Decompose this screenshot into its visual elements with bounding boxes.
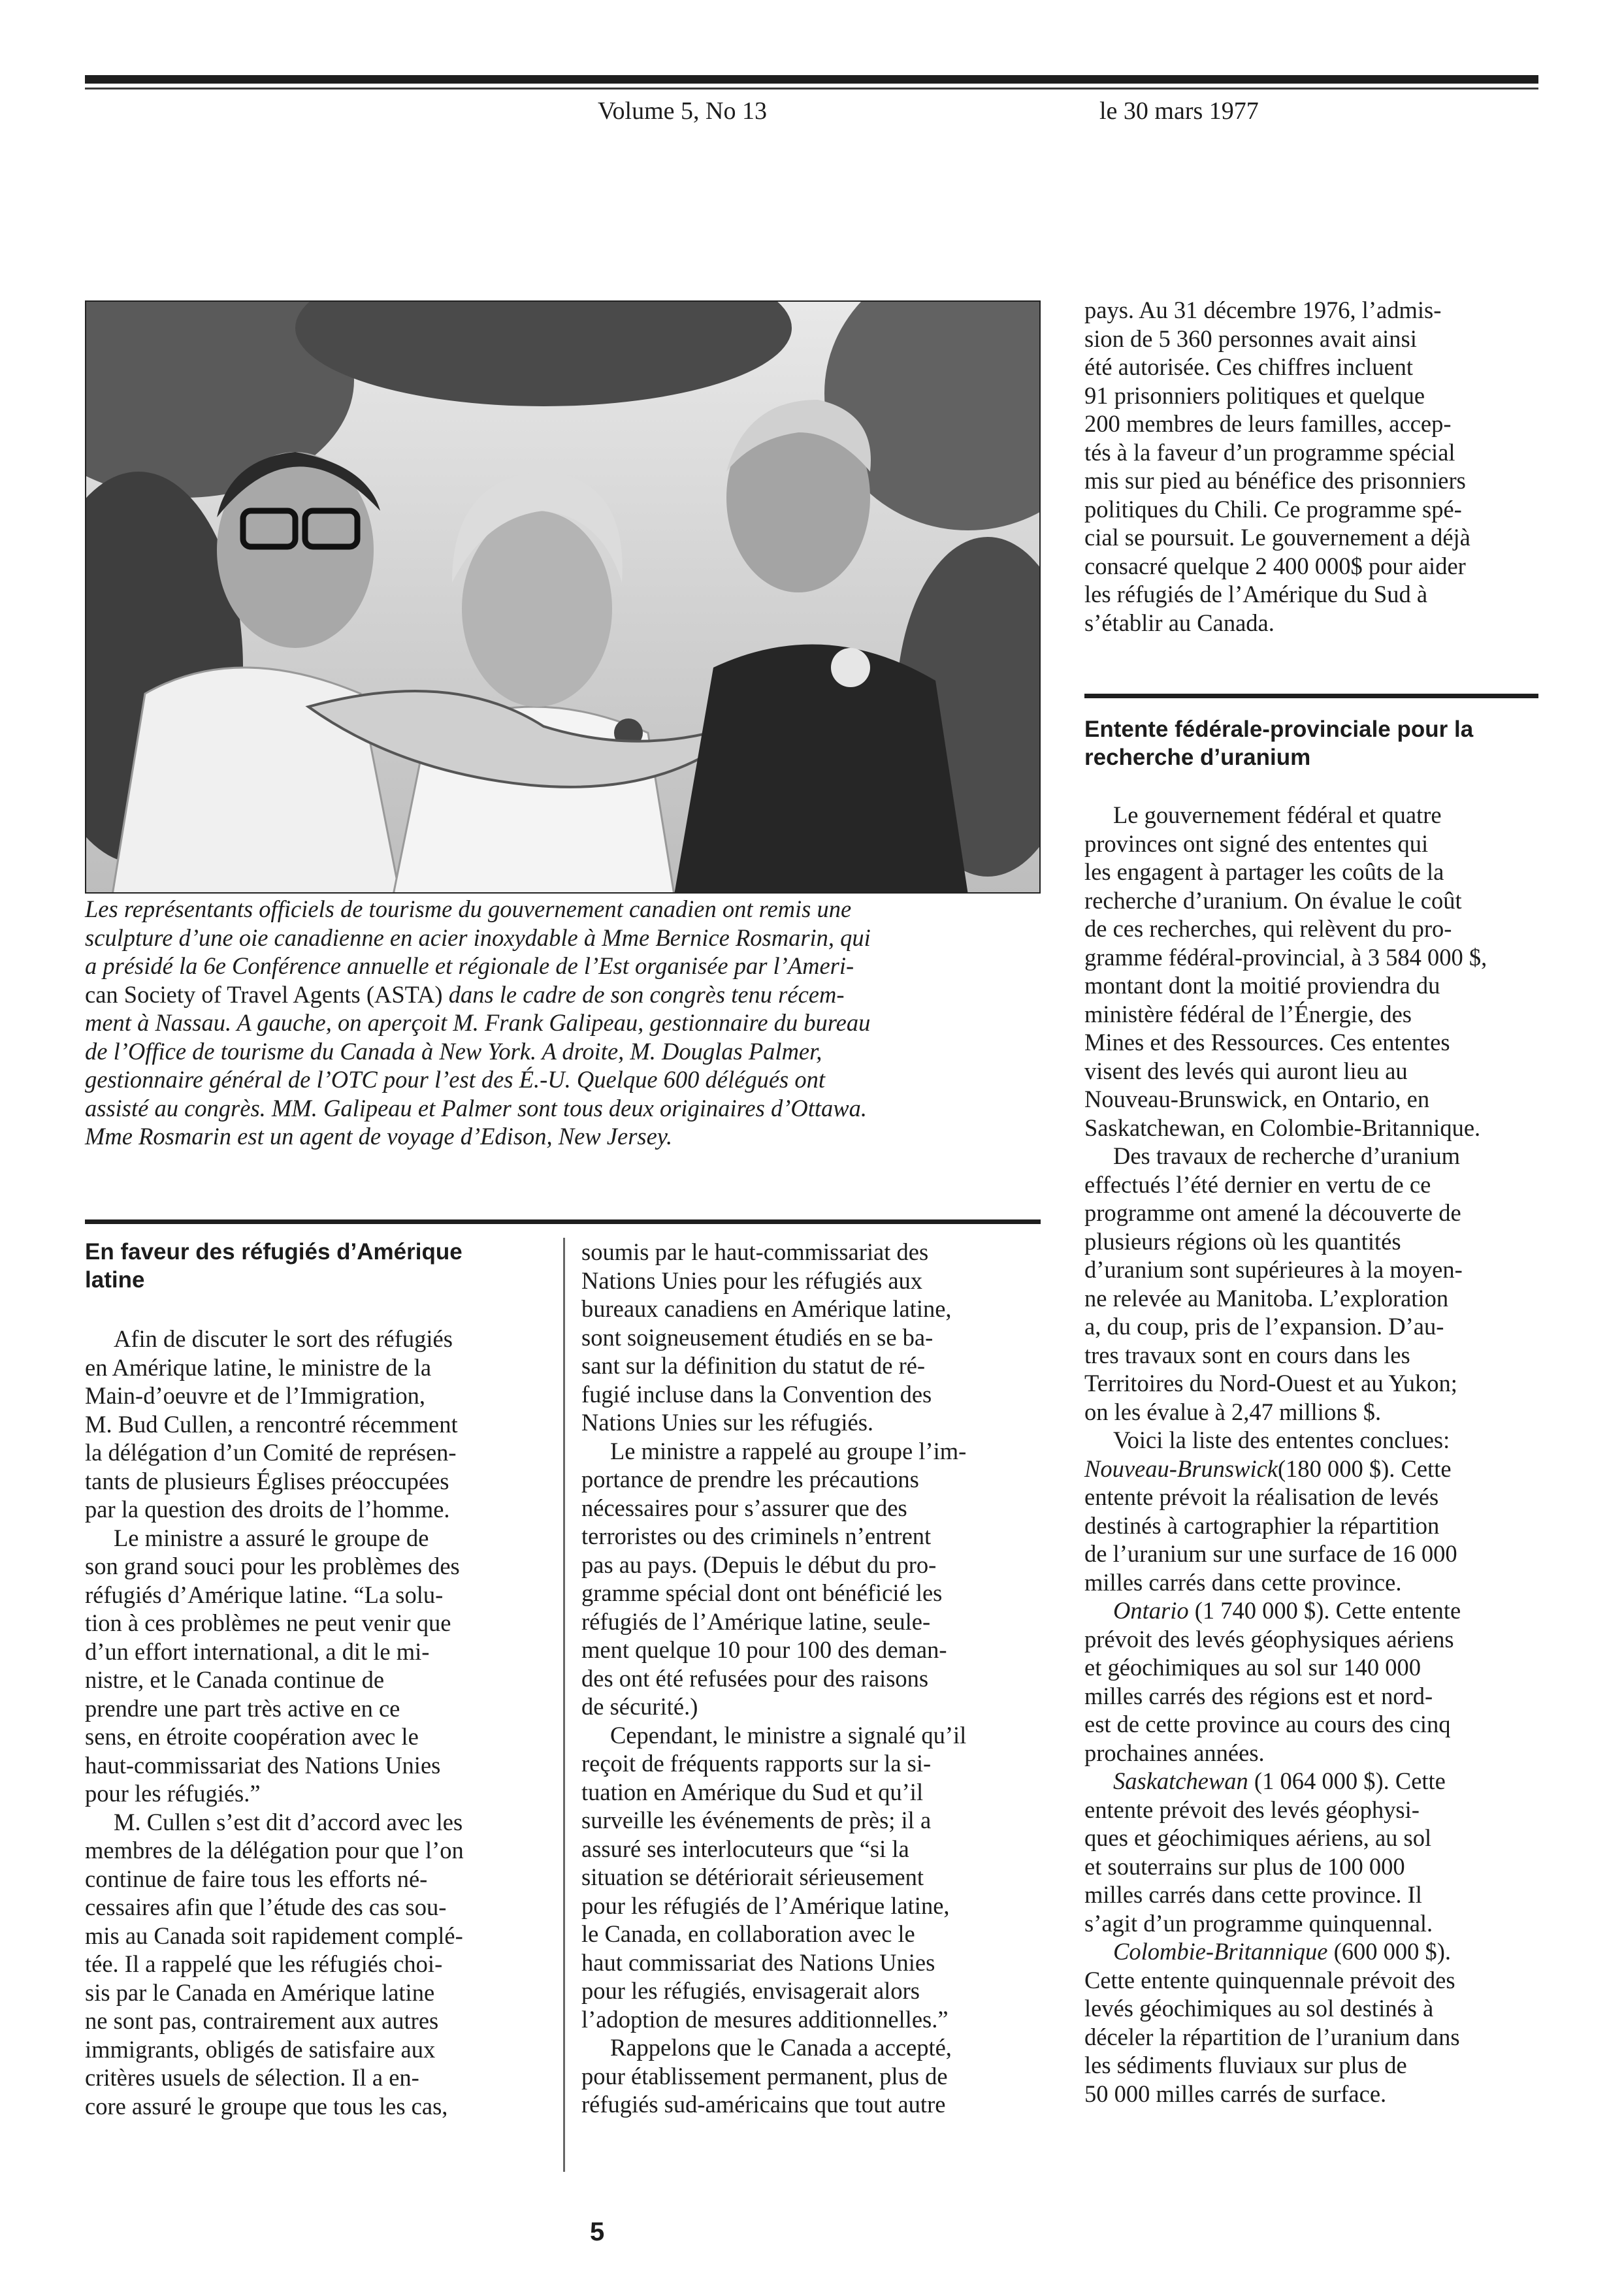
text-line: nistre, et le Canada continue de (85, 1666, 385, 1693)
text-line: ministère fédéral de l’Énergie, des (1084, 1000, 1412, 1027)
photo-image (86, 302, 1041, 894)
text-line: pour les réfugiés.” (85, 1780, 261, 1807)
column-divider (563, 1238, 565, 2172)
caption-line: Mme Rosmarin est un agent de voyage d’Edison, New Jersey. (85, 1123, 673, 1150)
text-line: Nouveau-Brunswick, en Ontario, en (1084, 1086, 1430, 1112)
text-line: on les évalue à 2,47 millions $. (1084, 1398, 1382, 1425)
text-line: immigrants, obligés de satisfaire aux (85, 2035, 436, 2063)
text-line: consacré quelque 2 400 000$ pour aider (1084, 552, 1466, 579)
text-line: pour établissement permanent, plus de (581, 2062, 948, 2090)
text-line: destinés à cartographier la répartition (1084, 1511, 1440, 1539)
text-line: cessaires afin que l’étude des cas sou- (85, 1894, 447, 1920)
text-line: Rappelons que le Canada a accepté, (610, 2034, 952, 2061)
text-line: sens, en étroite coopération avec le (85, 1723, 419, 1750)
paragraph (1084, 1142, 1545, 1426)
masthead-rule (85, 75, 1538, 84)
text-line: fugié incluse dans la Convention des (581, 1380, 932, 1408)
text-line: Cependant, le ministre a signalé qu’il (610, 1721, 967, 1749)
photo-tourism-officials (85, 300, 1041, 894)
text-line: effectués l’été dernier en vertu de ce (1084, 1170, 1431, 1198)
text-line: ne relevée au Manitoba. L’exploration (1084, 1284, 1449, 1312)
text-line: levés géochimiques au sol destinés à (1084, 1995, 1434, 2022)
paragraph (581, 1721, 1045, 2034)
text-line: a, du coup, pris de l’expansion. D’au- (1084, 1313, 1444, 1340)
text-line: tuation en Amérique du Sud et qu’il (581, 1778, 924, 1805)
text-line: continue de faire tous les efforts né- (85, 1865, 428, 1892)
text-line: 200 membres de leurs familles, accep- (1084, 410, 1452, 437)
paragraph (581, 1437, 1045, 1721)
text-line: gramme fédéral-provincial, à 3 584 000 $, (1084, 943, 1487, 971)
article-refugees-col1 (85, 1325, 542, 2120)
text-line: pays. Au 31 décembre 1976, l’admis- (1084, 297, 1442, 323)
text-line: sis par le Canada en Amérique latine (85, 1978, 435, 2006)
province-name: Saskatchewan (1113, 1767, 1248, 1794)
paragraph (1084, 1596, 1545, 1767)
text-line: prévoit des levés géophysiques aériens (1084, 1625, 1454, 1653)
text-line: entente prévoit des levés géophysi- (1084, 1796, 1420, 1823)
text-line: Le gouvernement fédéral et quatre (1113, 801, 1442, 828)
text-line: Mines et des Ressources. Ces ententes (1084, 1029, 1450, 1056)
text-line: les réfugiés de l’Amérique du Sud à (1084, 581, 1428, 607)
text-line: sion de 5 360 personnes avait ainsi (1084, 325, 1417, 352)
paragraph (1084, 1426, 1545, 1596)
text-line: gramme spécial dont ont bénéficié les (581, 1579, 943, 1606)
text-line: les engagent à partager les coûts de la (1084, 858, 1444, 885)
text-line: pour les réfugiés, envisagerait alors (581, 1977, 920, 2004)
text-line: recherche d’uranium. On évalue le coût (1084, 886, 1462, 914)
text-line: l’adoption de mesures additionnelles.” (581, 2005, 949, 2033)
text-line: déceler la répartition de l’uranium dans (1084, 2023, 1460, 2050)
text-line: tion à ces problèmes ne peut venir que (85, 1609, 451, 1636)
text-line: de sécurité.) (581, 1693, 698, 1720)
text-line: s’agit d’un programme quinquennal. (1084, 1909, 1433, 1937)
text-line: membres de la délégation pour que l’on (85, 1837, 464, 1864)
text-line: de ces recherches, qui relèvent du pro- (1084, 915, 1452, 942)
caption-line: sculpture d’une oie canadienne en acier inoxydable à Mme Bernice Rosmarin, qui (85, 924, 871, 951)
article-rule (85, 1219, 1041, 1224)
text-line: pas au pays. (Depuis le début du pro- (581, 1551, 937, 1578)
text-line: milles carrés dans cette province. (1084, 1568, 1402, 1596)
text-line: s’établir au Canada. (1084, 609, 1275, 636)
text-line: Territoires du Nord-Ouest et au Yukon; (1084, 1370, 1457, 1396)
text-line: reçoit de fréquents rapports sur la si- (581, 1750, 932, 1777)
article-title-refugees (85, 1238, 555, 1294)
text-line: tres travaux sont en cours dans les (1084, 1341, 1410, 1368)
article-uranium-body (1084, 801, 1545, 2108)
text-line: politiques du Chili. Ce programme spé- (1084, 495, 1462, 523)
text-line: réfugiés d’Amérique latine. “La solu- (85, 1581, 444, 1608)
text-line: en Amérique latine, le ministre de la (85, 1353, 432, 1381)
text-line: mis sur pied au bénéfice des prisonniers (1084, 467, 1466, 494)
title-line: latine (85, 1267, 145, 1293)
text-line: critères usuels de sélection. Il a en- (85, 2064, 419, 2091)
text-line: Voici la liste des ententes conclues: (1113, 1427, 1450, 1453)
text-line: M. Bud Cullen, a rencontré récemment (85, 1410, 458, 1438)
text-line: d’un effort international, a dit le mi- (85, 1638, 430, 1665)
text-line: Le ministre a assuré le groupe de (114, 1524, 429, 1551)
text-line: cial se poursuit. Le gouvernement a déjà (1084, 524, 1470, 551)
text-line: sont soigneusement étudiés en se ba- (581, 1323, 934, 1351)
text-line: milles carrés des régions est et nord- (1084, 1682, 1433, 1709)
text-line: par la question des droits de l’homme. (85, 1496, 450, 1523)
paragraph (1084, 1937, 1545, 2108)
text-line: les sédiments fluviaux sur plus de (1084, 2052, 1407, 2078)
text-line: est de cette province au cours des cinq (1084, 1711, 1451, 1737)
paragraph (1084, 1767, 1545, 1937)
text-line: de l’uranium sur une surface de 16 000 (1084, 1540, 1457, 1567)
text-line: ment quelque 10 pour 100 des deman- (581, 1636, 947, 1663)
province-amount: (600 000 $). (1333, 1938, 1452, 1965)
text-line: 91 prisonniers politiques et quelque (1084, 381, 1425, 409)
text-line: mis au Canada soit rapidement complé- (85, 1922, 463, 1949)
caption-line: Les représentants officiels de tourisme du gouvernement canadien ont remis une (85, 896, 852, 922)
article-refugees-col2 (581, 1238, 1045, 2119)
text-line: ques et géochimiques aériens, au sol (1084, 1824, 1432, 1851)
text-line: montant dont la moitié proviendra du (1084, 972, 1440, 999)
text-line: Saskatchewan, en Colombie-Britannique. (1084, 1114, 1481, 1141)
title-line: Entente fédérale-provinciale pour la (1084, 717, 1474, 742)
issue-date: le 30 mars 1977 (1099, 97, 1259, 125)
text-line: visent des levés qui auront lieu au (1084, 1057, 1408, 1084)
text-line: son grand souci pour les problèmes des (85, 1553, 460, 1579)
text-line: réfugiés de l’Amérique latine, seule- (581, 1607, 931, 1635)
text-line: 50 000 milles carrés de surface. (1084, 2080, 1387, 2107)
paragraph (85, 1808, 542, 2121)
province-amount: (1 740 000 $). Cette entente (1194, 1597, 1461, 1624)
text-line: milles carrés dans cette province. Il (1084, 1881, 1422, 1908)
text-line: terroristes ou des criminels n’entrent (581, 1523, 932, 1549)
text-line: tée. Il a rappelé que les réfugiés choi- (85, 1950, 443, 1977)
text-line: provinces ont signé des ententes qui (1084, 830, 1429, 857)
text-line: des ont été refusées pour des raisons (581, 1664, 929, 1692)
text-line: soumis par le haut-commissariat des (581, 1238, 929, 1265)
text-line: portance de prendre les précautions (581, 1466, 919, 1493)
caption-line: a présidé la 6e Conférence annuelle et régionale de l’Est organisée par l’Ameri- (85, 952, 854, 979)
text-line: pour les réfugiés de l’Amérique latine, (581, 1892, 950, 1919)
refugees-continuation (1084, 296, 1542, 637)
text-line: programme ont amené la découverte de (1084, 1199, 1461, 1226)
text-line: nécessaires pour s’assurer que des (581, 1494, 907, 1521)
text-line: entente prévoit la réalisation de levés (1084, 1483, 1439, 1510)
text-line: réfugiés sud-américains que tout autre (581, 2091, 946, 2118)
text-line: situation se détériorait sérieusement (581, 1864, 924, 1890)
province-amount: (1 064 000 $). Cette (1254, 1767, 1446, 1794)
province-name: Colombie-Britannique (1113, 1938, 1328, 1965)
text-line: la délégation d’un Comité de représen- (85, 1439, 457, 1466)
title-line: recherche d’uranium (1084, 745, 1311, 770)
text-line: haut commissariat des Nations Unies (581, 1948, 935, 1976)
text-line: été autorisée. Ces chiffres incluent (1084, 353, 1414, 380)
photo-caption (85, 895, 1041, 1151)
title-line: En faveur des réfugiés d’Amérique (85, 1239, 463, 1265)
province-name: Nouveau-Brunswick (1084, 1455, 1278, 1482)
text-line: prendre une part très active en ce (85, 1694, 400, 1722)
caption-line: ment à Nassau. A gauche, on aperçoit M. Frank Galipeau, gestionnaire du bureau (85, 1009, 871, 1036)
province-name: Ontario (1113, 1597, 1189, 1624)
paragraph (85, 1325, 542, 1524)
caption-line: assisté au congrès. MM. Galipeau et Palmer sont tous deux originaires d’Ottawa. (85, 1094, 867, 1122)
text-line: haut-commissariat des Nations Unies (85, 1751, 441, 1779)
text-line: bureaux canadiens en Amérique latine, (581, 1295, 952, 1322)
text-line: et souterrains sur plus de 100 000 (1084, 1852, 1405, 1880)
text-line: le Canada, en collaboration avec le (581, 1920, 915, 1947)
text-line: ne sont pas, contrairement aux autres (85, 2007, 439, 2034)
paragraph (581, 2033, 1045, 2119)
text-line: Des travaux de recherche d’uranium (1113, 1142, 1461, 1169)
text-line: Afin de discuter le sort des réfugiés (114, 1325, 453, 1352)
text-line: prochaines années. (1084, 1739, 1265, 1766)
text-line: Le ministre a rappelé au groupe l’im- (610, 1437, 967, 1464)
caption-line: de l’Office de tourisme du Canada à New York. A droite, M. Douglas Palmer, (85, 1037, 822, 1065)
page-number: 5 (590, 2218, 605, 2246)
paragraph (581, 1238, 1045, 1437)
paragraph (1084, 801, 1545, 1142)
text-line: plusieurs régions où les quantités (1084, 1227, 1401, 1255)
text-line: sant sur la définition du statut de ré- (581, 1352, 926, 1379)
masthead-thin-rule (85, 88, 1538, 89)
text-line: d’uranium sont supérieures à la moyen- (1084, 1256, 1463, 1283)
text-line: Main-d’oeuvre et de l’Immigration, (85, 1382, 425, 1409)
text-line: assuré ses interlocuteurs que “si la (581, 1835, 909, 1862)
text-line: surveille les événements de près; il a (581, 1807, 932, 1833)
text-line: tants de plusieurs Églises préoccupées (85, 1467, 449, 1494)
text-line: M. Cullen s’est dit d’accord avec les (114, 1808, 463, 1835)
text-line: Nations Unies sur les réfugiés. (581, 1409, 874, 1436)
paragraph (85, 1524, 542, 1808)
province-amount: (180 000 $). Cette (1278, 1455, 1452, 1482)
text-line: et géochimiques au sol sur 140 000 (1084, 1654, 1421, 1681)
text-line: core assuré le groupe que tous les cas, (85, 2092, 448, 2120)
issue-volume: Volume 5, No 13 (598, 97, 767, 125)
article-rule (1084, 694, 1538, 698)
article-title-uranium (1084, 715, 1542, 771)
caption-line: gestionnaire général de l’OTC pour l’est des É.-U. Quelque 600 délégués ont (85, 1066, 825, 1093)
text-line: tés à la faveur d’un programme spécial (1084, 438, 1455, 466)
text-line: Cette entente quinquennale prévoit des (1084, 1966, 1455, 1993)
caption-line: can Society of Travel Agents (ASTA) dans le cadre de son congrès tenu récem- (85, 980, 845, 1008)
text-line: Nations Unies pour les réfugiés aux (581, 1267, 923, 1294)
